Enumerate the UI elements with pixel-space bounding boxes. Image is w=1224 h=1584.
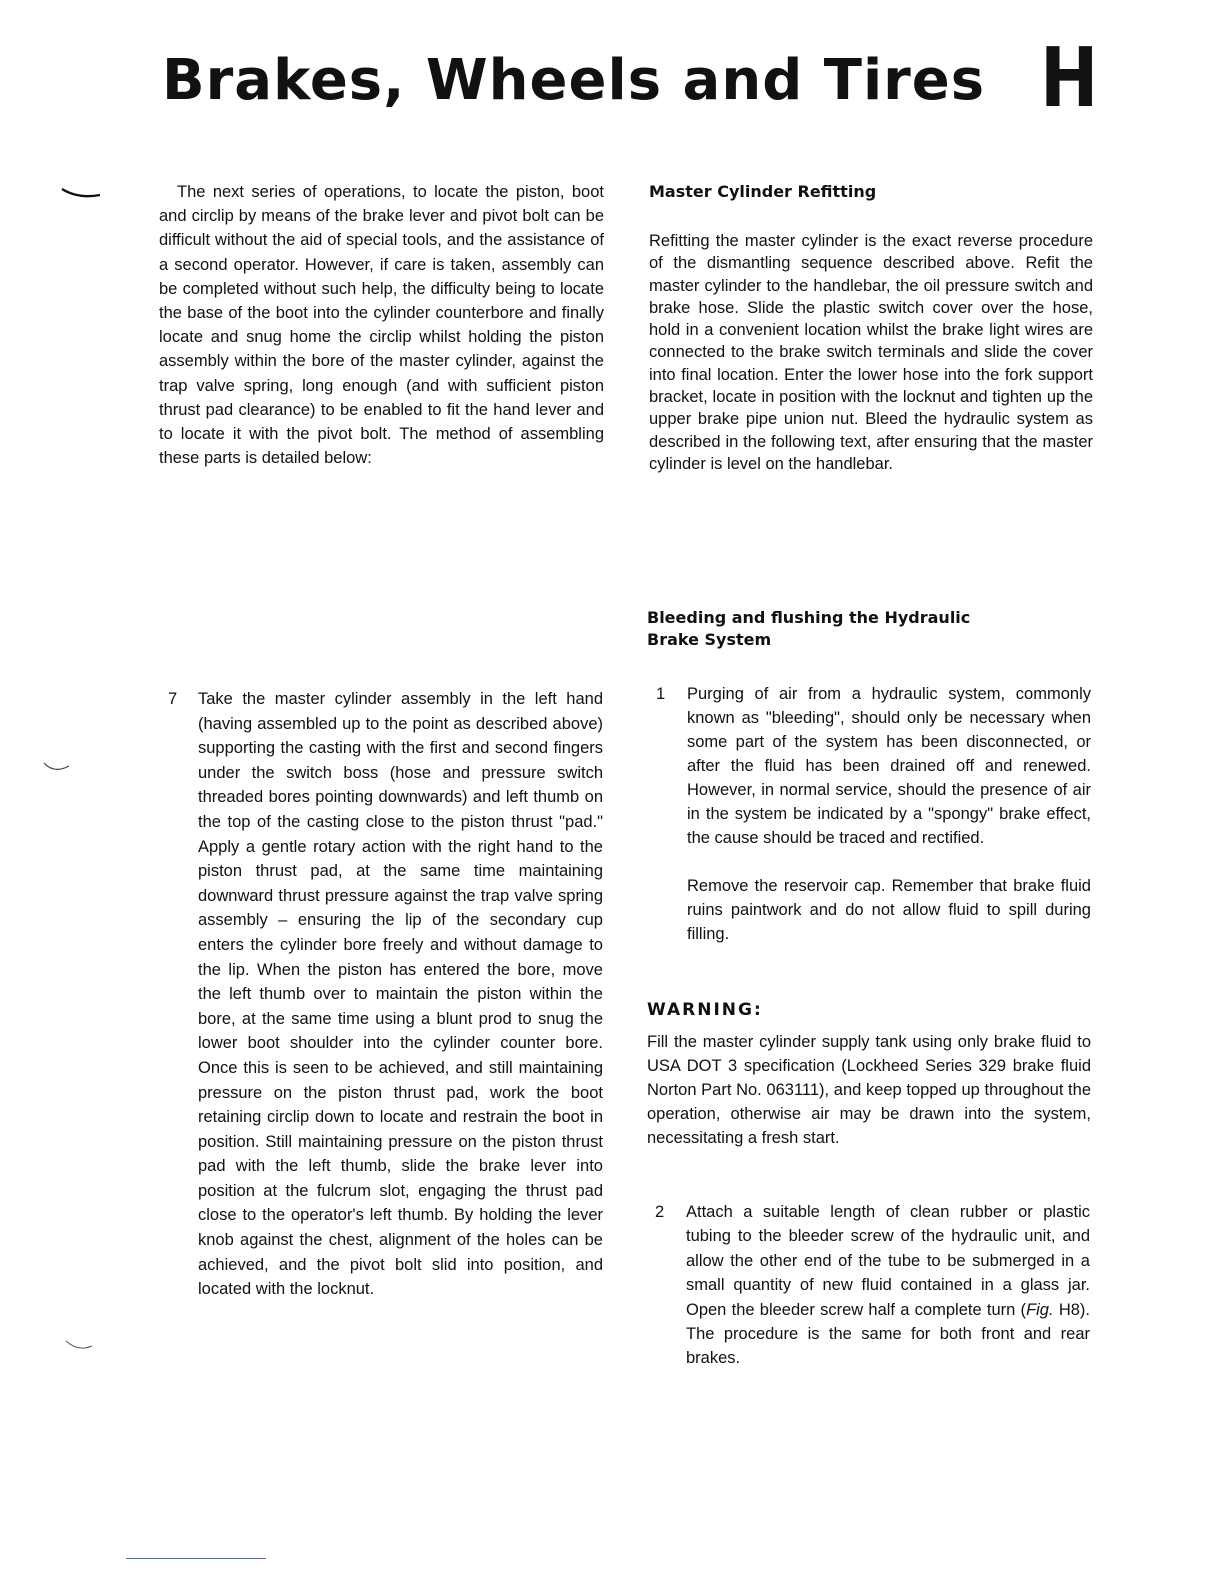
page-title: Brakes, Wheels and Tires [162, 48, 986, 113]
footer-rule [126, 1558, 266, 1559]
step-7-number: 7 [168, 690, 178, 708]
step-1-text-b: Remove the reservoir cap. Remember that brake fluid ruins paintwork and do not allow fluid to spill during filling. [687, 877, 1091, 943]
refit-paragraph: Refitting the master cylinder is the exact reverse procedure of the dismantling sequence described above. Refit the master cylinder to the handlebar, the oil pressure switch and brake hose. Slide the plastic switch cover over the hose, hold in a convenient location whilst the brake light wires are connected to the brake switch terminals and slide the cover into final location. Enter the lower hose into the fork support bracket, locate in position with the locknut and tighten up the upper brake pipe union nut. Bleed the hydraulic system as described in the following text, after ensuring that the master cylinder is level on the handlebar. [649, 232, 1093, 473]
step-2-text-b: H8). The procedure is the same for both front and rear brakes. [686, 1300, 1090, 1368]
margin-scan-mark [42, 760, 72, 776]
intro-paragraph: The next series of operations, to locate the piston, boot and circlip by means of the brake lever and pivot bolt can be difficult without the aid of special tools, and the assistance of a second operator. However, if care is taken, assembly can be completed without such help, the difficulty being to locate the base of the boot into the cylinder counterbore and finally locate and snug home the circlip whilst holding the piston assembly within the bore of the master cylinder, against the trap valve spring, long enough (and with sufficient piston thrust pad clearance) to be enabled to fit the hand lever and to locate it with the pivot bolt. The method of assembling these parts is detailed below: [159, 183, 604, 468]
warning-text: Fill the master cylinder supply tank using only brake fluid to USA DOT 3 specification (Lockheed Series 329 brake fluid Norton Part No. 063111), and keep topped up throughout the operation, otherwise air may be drawn into the system, necessitating a fresh start. [647, 1033, 1091, 1147]
refit-heading: Master Cylinder Refitting [649, 182, 877, 201]
step-2-text-a: Attach a suitable length of clean rubber or plastic tubing to the bleeder screw of the hydraulic unit, and allow the other end of the tube to be submerged in a small quantity of new fluid contained in a glass jar. Open the bleeder screw half a complete turn ( [686, 1203, 1090, 1319]
step-7-text: Take the master cylinder assembly in the left hand (having assembled up to the point as described above) supporting the casting with the first and second fingers under the switch boss (hose and pressure switch threaded bores pointing downwards) and left thumb on the top of the casting close to the piston thrust "pad." Apply a gentle rotary action with the right hand to the piston thrust pad, at the same time maintaining downward thrust pressure against the trap valve spring assembly – ensuring the lip of the secondary cup enters the cylinder bore freely and without damage to the lip. When the piston has entered the bore, move the left thumb over to maintain the piston within the bore, at the same time using a blunt prod to snug the lower boot shoulder into the cylinder counter bore. Once this is seen to be achieved, and still maintaining pressure on the piston thrust pad, work the boot retaining circlip down to locate and restrain the boot in position. Still maintaining pressure on the piston thrust pad with the left thumb, slide the brake lever into position at the fulcrum slot, engaging the thrust pad close to the operator's left thumb. By holding the lever knob against the chest, alignment of the holes can be achieved, and the pivot bolt slid into position, and located with the locknut. [198, 690, 603, 1299]
step-1-number: 1 [656, 685, 666, 703]
margin-scan-mark [60, 186, 104, 200]
bleed-heading-line2: Brake System [647, 630, 772, 649]
bleed-heading [647, 607, 970, 651]
step-1-text: Purging of air from a hydraulic system, commonly known as "bleeding", should only be necessary when some part of the system has been disconnected, or after the fluid has been drained off and renewed. However, in normal service, should the presence of air in the system be indicated by a "spongy" brake effect, the cause should be traced and rectified. [687, 685, 1091, 847]
warning-label: WARNING: [647, 1000, 763, 1020]
step-2-text [686, 1200, 1090, 1371]
figure-reference: Fig. [1026, 1300, 1054, 1319]
section-letter: H [1040, 31, 1099, 126]
bleed-heading-line1: Bleeding and flushing the Hydraulic [647, 608, 971, 627]
margin-scan-mark [64, 1338, 104, 1354]
step-2-number: 2 [655, 1203, 665, 1221]
